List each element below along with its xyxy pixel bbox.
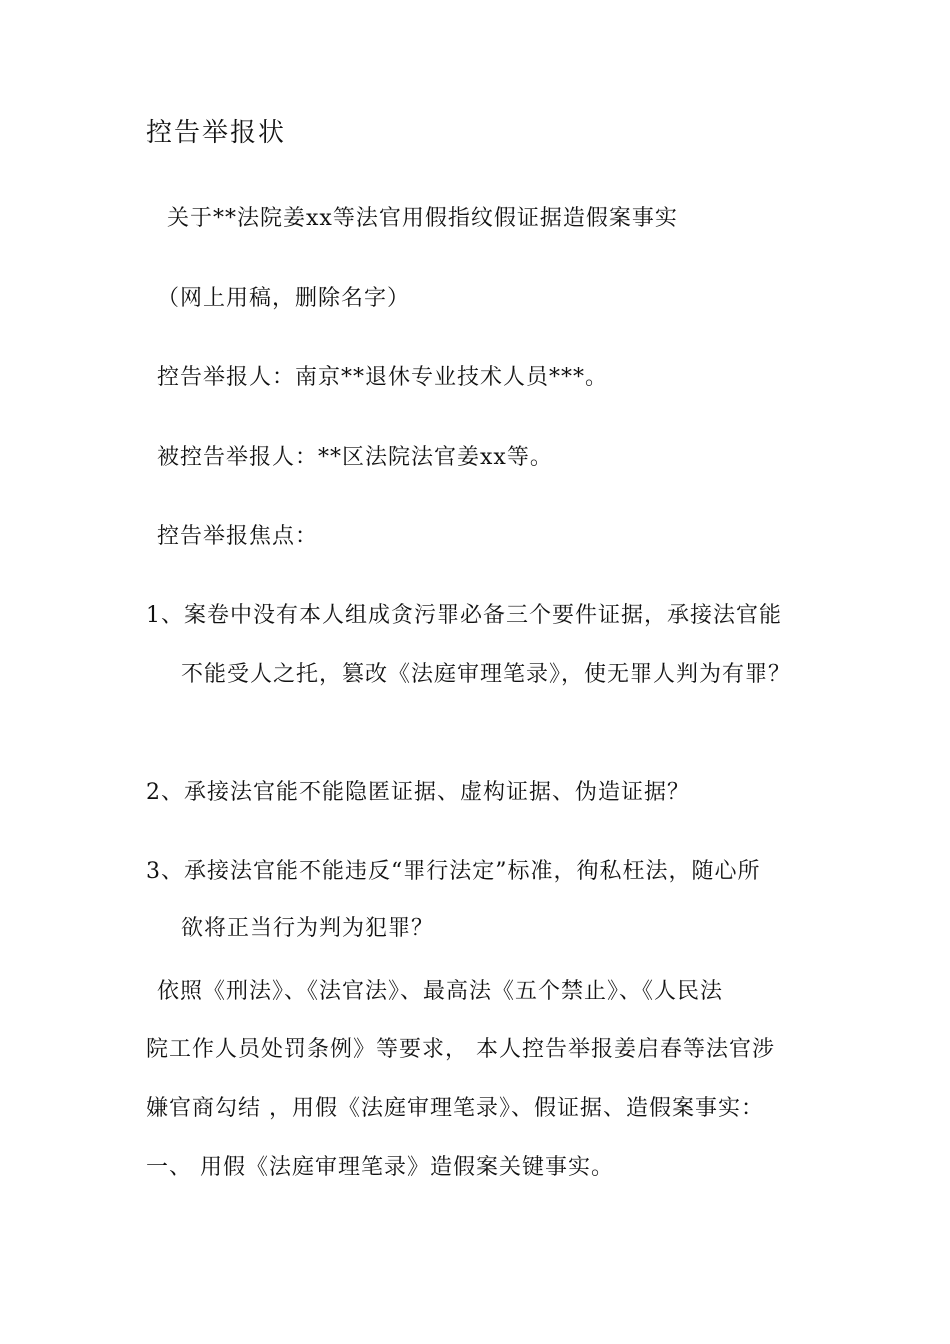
basis-line-1: 依照《刑法》、《法官法》、最高法《五个禁止》、《人民法 bbox=[157, 979, 724, 1004]
point-2-line-1: 2、承接法官能不能隐匿证据、虚构证据、伪造证据？ bbox=[146, 780, 690, 805]
accused-line: 被控告举报人：**区法院法官姜xx等。 bbox=[157, 445, 553, 470]
document-note: （网上用稿，删除名字） bbox=[157, 286, 411, 311]
section-one-heading: 一、 用假《法庭审理笔录》造假案关键事实。 bbox=[146, 1155, 614, 1180]
point-1-line-1: 1、案卷中没有本人组成贪污罪必备三个要件证据，承接法官能 bbox=[146, 603, 782, 628]
document-title: 控告举报状 bbox=[146, 118, 287, 148]
point-3-line-2: 欲将正当行为判为犯罪？ bbox=[181, 916, 435, 941]
document-subject: 关于**法院姜xx等法官用假指纹假证据造假案事实 bbox=[167, 206, 678, 231]
basis-line-3: 嫌官商勾结 ，用假《法庭审理笔录》、假证据、造假案事实： bbox=[146, 1096, 764, 1121]
basis-line-2: 院工作人员处罚条例》等要求， 本人控告举报姜启春等法官涉 bbox=[146, 1037, 775, 1062]
point-1-line-2: 不能受人之托，篡改《法庭审理笔录》，使无罪人判为有罪？ bbox=[181, 662, 792, 687]
focus-heading: 控告举报焦点： bbox=[157, 524, 319, 549]
complainant-line: 控告举报人：南京**退休专业技术人员***。 bbox=[157, 365, 609, 390]
point-3-line-1: 3、承接法官能不能违反“罪行法定”标准，徇私枉法，随心所 bbox=[146, 859, 761, 884]
